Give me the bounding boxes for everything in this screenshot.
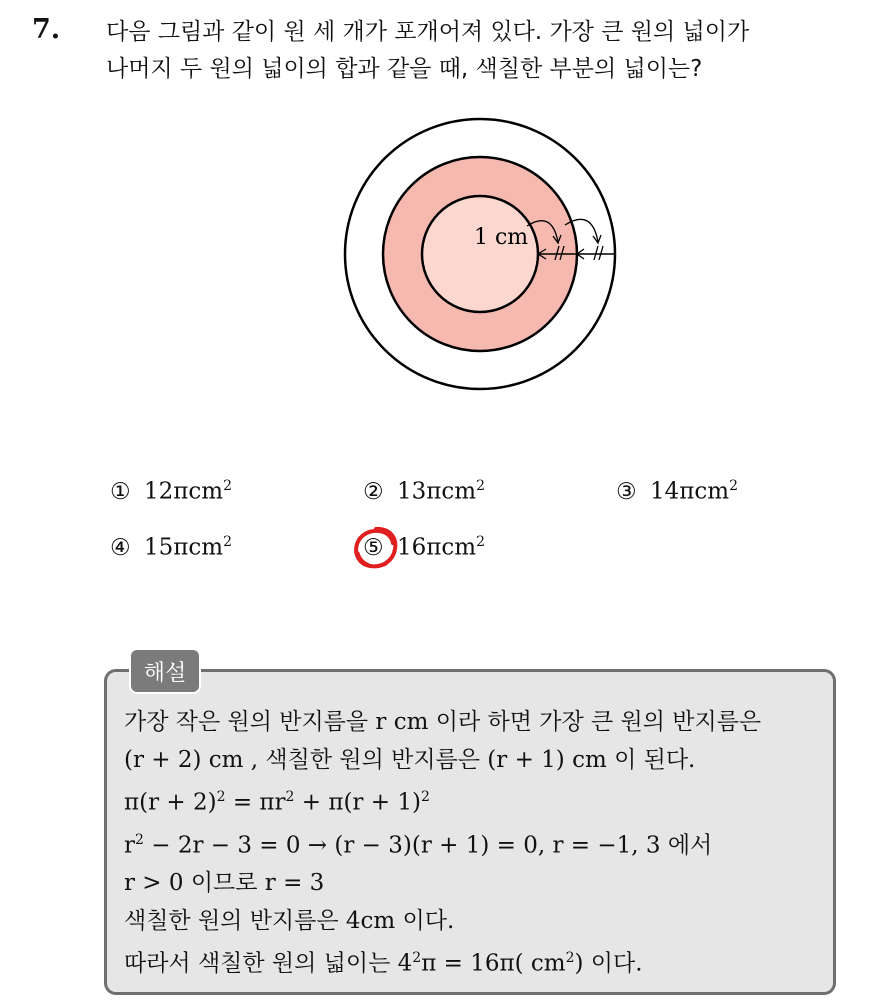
inner-circle — [422, 196, 538, 312]
concentric-circles-figure — [0, 0, 884, 460]
solution-line-5: r > 0 이므로 r = 3 — [124, 870, 325, 897]
question-line-2: 나머지 두 원의 넓이의 합과 같을 때, 색칠한 부분의 넓이는? — [106, 56, 703, 82]
solution-line-4 — [124, 822, 824, 865]
solution-line-7 — [124, 940, 824, 983]
choice-mark: ② — [363, 478, 384, 505]
choice-mark: ① — [110, 478, 131, 505]
eq-exponent: 2 — [216, 789, 226, 805]
choice-mark: ④ — [110, 534, 131, 561]
choice-exponent: 2 — [729, 478, 738, 494]
solution-line-1: 가장 작은 원의 반지름을 r cm 이라 하면 가장 큰 원의 반지름은 — [124, 709, 762, 735]
eq-part: − 2r − 3 = 0 → (r − 3)(r + 1) = 0, r = −1, 3 에서 — [143, 832, 713, 859]
choice-exponent: 2 — [223, 478, 232, 494]
choice-3[interactable] — [616, 478, 738, 505]
eq-part: r — [124, 832, 135, 859]
choice-4[interactable] — [110, 534, 232, 561]
choice-exponent: 2 — [476, 534, 485, 550]
choice-value: 16πcm — [397, 534, 477, 561]
choice-value: 12πcm — [144, 478, 224, 505]
eq-part: π = 16π( cm — [421, 950, 566, 977]
eq-part: 따라서 색칠한 원의 넓이는 4 — [124, 950, 413, 977]
answer-circle-mark — [350, 523, 402, 573]
solution-line-2: (r + 2) cm , 색칠한 원의 반지름은 (r + 1) cm 이 된다. — [124, 746, 696, 773]
eq-part: + π(r + 1) — [294, 789, 421, 816]
choice-mark: ⑤ — [363, 534, 384, 561]
question-number: 7. — [32, 14, 61, 45]
choice-exponent: 2 — [223, 534, 232, 550]
solution-line-6: 색칠한 원의 반지름은 4cm 이다. — [124, 907, 455, 934]
choice-value: 15πcm — [144, 534, 224, 561]
eq-part: ) 이다. — [574, 950, 643, 977]
choice-value: 14πcm — [650, 478, 730, 505]
choice-mark: ③ — [616, 478, 637, 505]
solution-line-3 — [124, 779, 824, 822]
question-line-1: 다음 그림과 같이 원 세 개가 포개어져 있다. 가장 큰 원의 넓이가 — [106, 19, 750, 45]
choice-value: 13πcm — [397, 478, 477, 505]
eq-exponent: 2 — [420, 789, 430, 805]
choice-2[interactable] — [363, 478, 485, 505]
eq-exponent: 2 — [285, 789, 295, 805]
radius-label: 1 cm — [474, 225, 529, 250]
eq-exponent: 2 — [135, 832, 144, 849]
choice-1[interactable] — [110, 478, 232, 505]
eq-part: = πr — [225, 789, 286, 816]
eq-part: π(r + 2) — [124, 789, 217, 816]
eq-exponent: 2 — [412, 950, 422, 967]
choice-exponent: 2 — [476, 478, 485, 494]
eq-exponent: 2 — [565, 950, 575, 967]
solution-tab: 해설 — [129, 648, 201, 694]
solution-text — [124, 704, 824, 983]
